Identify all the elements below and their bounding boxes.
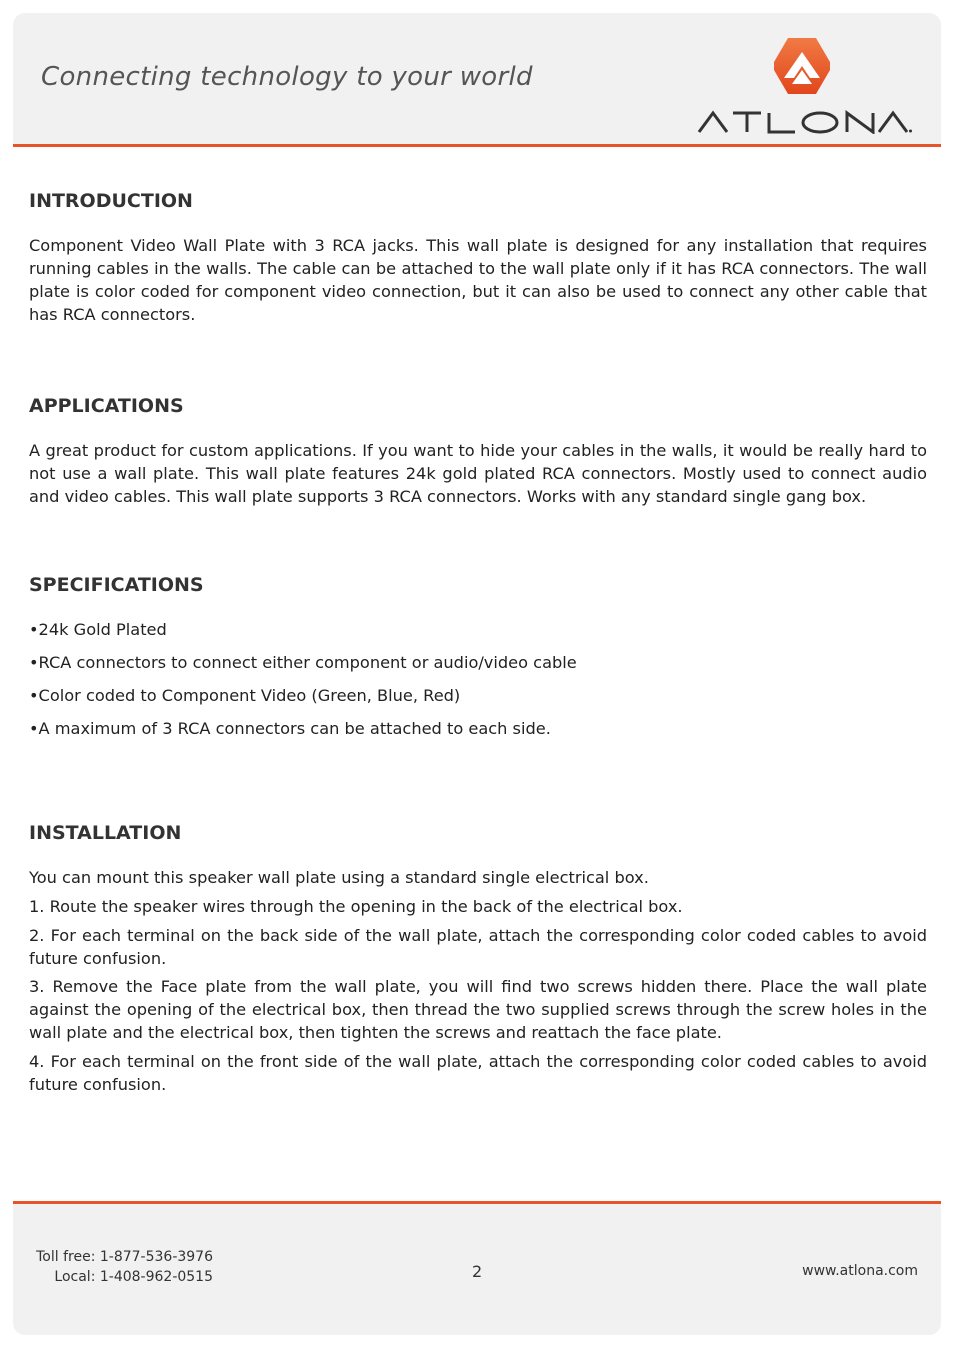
installation-step-1: 1. Route the speaker wires through the opening in the back of the electrical box. bbox=[29, 897, 683, 916]
specifications-list bbox=[29, 618, 927, 748]
list-item: •Color coded to Component Video (Green, Blue, Red) bbox=[29, 686, 461, 705]
installation-intro-wrap bbox=[29, 866, 927, 889]
applications-section bbox=[29, 395, 927, 417]
installation-step-2-wrap bbox=[29, 924, 927, 970]
introduction-section bbox=[29, 190, 927, 212]
list-item: •RCA connectors to connect either component or audio/video cable bbox=[29, 653, 577, 672]
toll-free-number: Toll free: 1-877-536-3976 bbox=[36, 1249, 213, 1265]
applications-body-wrap bbox=[29, 439, 927, 508]
atlona-wordmark bbox=[697, 110, 913, 134]
installation-step-4: 4. For each terminal on the front side of the wall plate, attach the corresponding color coded cables to avoid future confusion. bbox=[29, 1052, 927, 1094]
applications-body: A great product for custom applications. If you want to hide your cables in the walls, it would be really hard to not use a wall plate. This wall plate features 24k gold plated RCA connectors. Mostly used to connect audio and video cables. This wall plate supports 3 RCA connectors. Works with any standard single gang box. bbox=[29, 441, 927, 506]
installation-heading: INSTALLATION bbox=[29, 822, 182, 844]
installation-section bbox=[29, 822, 927, 844]
installation-step-4-wrap bbox=[29, 1050, 927, 1096]
introduction-heading: INTRODUCTION bbox=[29, 190, 193, 212]
installation-step-3-wrap bbox=[29, 975, 927, 1044]
installation-step-3: 3. Remove the Face plate from the wall plate, you will find two screws hidden there. Place the wall plate against the opening of the electrical box, then thread the two supplied screws through the screw holes in the wall plate and the electrical box, then tighten the screws and reattach the face plate. bbox=[29, 977, 927, 1042]
installation-intro: You can mount this speaker wall plate using a standard single electrical box. bbox=[29, 868, 649, 887]
introduction-body-wrap bbox=[29, 234, 927, 326]
website-link[interactable]: www.atlona.com bbox=[802, 1263, 918, 1279]
header-tagline: Connecting technology to your world bbox=[41, 62, 533, 92]
specifications-heading: SPECIFICATIONS bbox=[29, 574, 204, 596]
installation-step-2: 2. For each terminal on the back side of the wall plate, attach the corresponding color coded cables to avoid future confusion. bbox=[29, 926, 927, 968]
local-number: Local: 1-408-962-0515 bbox=[54, 1269, 213, 1285]
header-divider bbox=[13, 144, 941, 147]
page-number: 2 bbox=[472, 1262, 483, 1281]
introduction-body: Component Video Wall Plate with 3 RCA jacks. This wall plate is designed for any installation that requires running cables in the walls. The cable can be attached to the wall plate only if it has RCA connectors. The wall plate is color coded for component video connection, but it can also be used to connect any other cable that has RCA connectors. bbox=[29, 236, 927, 324]
specifications-section bbox=[29, 574, 927, 596]
list-item: •24k Gold Plated bbox=[29, 620, 167, 639]
atlona-logo-icon bbox=[770, 34, 834, 98]
list-item: •A maximum of 3 RCA connectors can be attached to each side. bbox=[29, 719, 551, 738]
installation-step-1-wrap bbox=[29, 895, 927, 918]
applications-heading: APPLICATIONS bbox=[29, 395, 184, 417]
